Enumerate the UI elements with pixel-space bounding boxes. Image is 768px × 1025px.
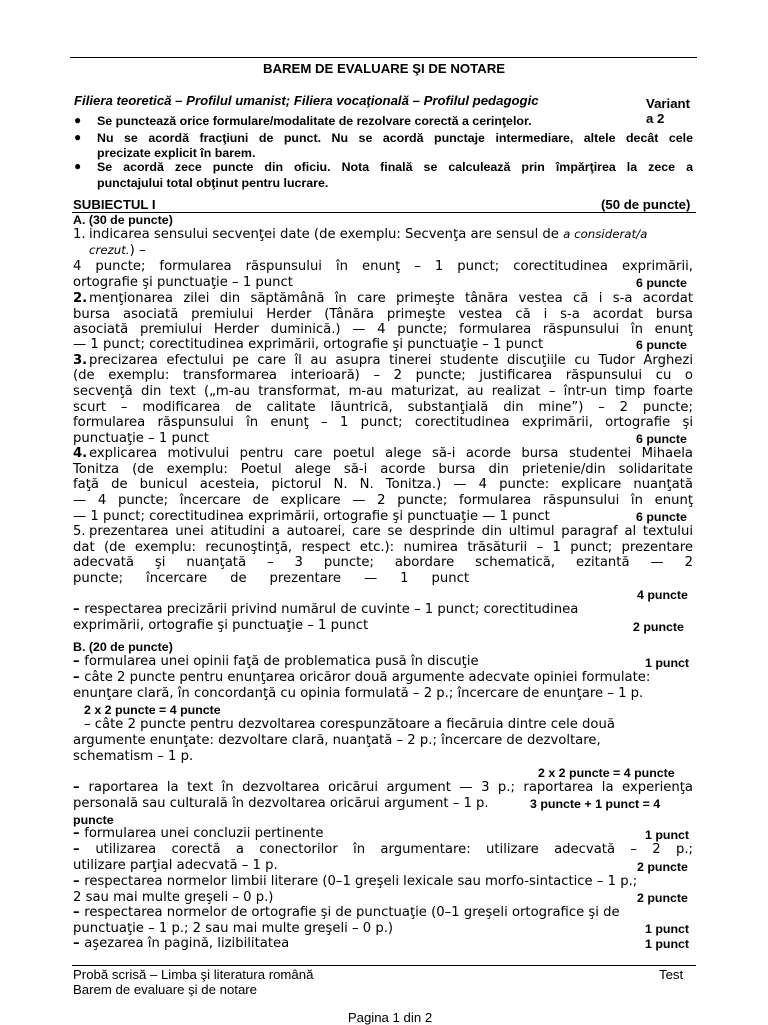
extra-total: 2 puncte [633, 620, 684, 634]
rule-line: Se punctează orice formulare/modalitate de rezolvare corectă a cerinţelor. [97, 114, 532, 128]
criterion-text: – respectarea normelor limbii literare (0–1 greşeli lexicale sau morfo-sintactice – 1 p.; [73, 874, 638, 889]
item-text: 4 puncte; formularea răspunsului în enunţ – 1 punct; corectitudinea exprimării, [73, 259, 693, 274]
item-text: scurt – modificarea de calitate lăuntrică, substanţială din mine”) – 2 puncte; [73, 400, 693, 415]
criterion-points: 2 x 2 puncte = 4 puncte [538, 766, 675, 780]
criterion-points: 1 punct [645, 937, 690, 951]
item-total: 6 puncte [636, 276, 687, 290]
item-total: 6 puncte [636, 338, 687, 352]
rule-line: Nu se acordă fracţiuni de punct. Nu se acordă punctaje intermediare, altele decât cele [97, 131, 693, 145]
bullet-icon: ● [74, 130, 82, 144]
item-text [89, 243, 146, 258]
criterion-text-part: raportarea la text în dezvoltarea oricărui argument — 3 p.; raportarea la experienţa [88, 780, 694, 795]
item-text: formularea răspunsului în enunţ – 1 punct; corectitudinea exprimării, ortografie şi [73, 415, 693, 430]
rule-line: Se acordă zece puncte din oficiu. Nota finală se calculează prin împărţirea la zece a [97, 160, 693, 174]
item-text: puncte; încercare de prezentare — 1 punct [73, 571, 469, 586]
item-text: prezentarea unei atitudini a autoarei, care se desprinde din ultimul paragraf al textului [89, 524, 693, 539]
extra-text: – respectarea precizării privind numărul de cuvinte – 1 punct; corectitudinea [73, 602, 579, 617]
criterion-text: – câte 2 puncte pentru dezvoltarea corespunzătoare a fiecăruia dintre cele două [84, 717, 615, 732]
criterion-text: – aşezarea în pagină, lizibilitatea [73, 936, 290, 951]
criterion-text: punctuaţie – 1 p.; 2 sau mai multe greşeli – 0 p.) [73, 921, 394, 936]
criterion-text: 2 sau mai multe greşeli – 0 p.) [73, 890, 274, 905]
rule-line: punctajului total obţinut pentru lucrare. [97, 176, 329, 190]
subiect-points: (50 de puncte) [601, 197, 691, 212]
criterion-text-part: câte 2 puncte pentru dezvoltarea corespunzătoare a fiecăruia dintre cele două [94, 717, 615, 732]
criterion-text: – respectarea normelor de ortografie şi de punctuaţie (0–1 greşeli ortografice şi de [73, 905, 620, 920]
item-text: ortografie şi punctuaţie – 1 punct [73, 275, 293, 290]
item-total: 4 puncte [637, 588, 688, 602]
item-text: explicarea motivului pentru care poetul alege să-i acorde bursa studentei Mihaela [89, 446, 693, 461]
criterion-text-part: utilizarea corectă a conectorilor în argumentare: utilizare adecvată – 2 p.; [95, 842, 693, 857]
criterion-points: 3 puncte + 1 punct = 4 [530, 797, 661, 811]
bullet-icon: ● [74, 113, 82, 127]
item-text: faţă de bunicul acesteia, pictorul N. N. Tonitza.) — 4 puncte: explicare nuanţată [73, 477, 693, 492]
rule-line: precizate explicit în barem. [97, 146, 256, 160]
footer-test: Test [659, 967, 684, 982]
criterion-text: – utilizarea corectă a conectorilor în argumentare: utilizare adecvată – 2 p.; [73, 842, 693, 857]
item-total: 6 puncte [636, 432, 687, 446]
item-number: 2. [73, 291, 88, 306]
criterion-points: puncte [73, 813, 114, 827]
item-number: 4. [73, 446, 88, 461]
item-italic-part: a considerat/a [563, 227, 648, 241]
criterion-points: 2 puncte [637, 860, 688, 874]
criterion-text-part: respectarea normelor de ortografie şi de punctuaţie (0–1 greşeli ortografice şi de [84, 905, 620, 920]
item-text: — 1 punct; corectitudinea exprimării, ortografie şi punctuaţie — 1 punct [73, 509, 550, 524]
bullet-icon: ● [74, 159, 82, 173]
item-text: Tonitza (de exemplu: Poetul alege să-i acorde bursa din prietenie/din solidaritate [73, 462, 693, 477]
item-number: 5. [73, 524, 86, 539]
criterion-text: – formularea unei opinii faţă de problematica pusă în discuţie [73, 654, 479, 669]
criterion-points: 2 puncte [637, 891, 688, 905]
item-text-part: ) – [129, 243, 146, 258]
criterion-text-part: formularea unei opinii faţă de problematica pusă în discuţie [84, 654, 479, 669]
criterion-text-part: respectarea normelor limbii literare (0–1 greşeli lexicale sau morfo-sintactice – 1 p.; [84, 874, 638, 889]
item-text: asociată premiului Herder duminică.) — 4 puncte; formularea răspunsului în enunţ [73, 322, 693, 337]
item-text: (de exemplu: transformarea interioară) – 2 puncte; justificarea răspunsului cu o [73, 368, 693, 383]
item-number: 3. [73, 353, 88, 368]
criterion-text: personală sau culturală în dezvoltarea oricărui argument – 1 p. [73, 796, 489, 811]
extra-text: exprimării, ortografie şi punctuaţie – 1 punct [73, 618, 369, 633]
item-text: precizarea efectului pe care îl au asupra tinerei studente discuţiile cu Tudor Arghezi [89, 353, 693, 368]
criterion-points: 2 x 2 puncte = 4 puncte [84, 703, 221, 717]
item-number: 1. [73, 227, 86, 242]
filiera-line: Filiera teoretică – Profilul umanist; Filiera vocaţională – Profilul pedagogic [74, 93, 539, 108]
criterion-text: – câte 2 puncte pentru enunţarea oricăror două argumente adecvate opiniei formulate: [73, 670, 651, 685]
section-a-heading: A. (30 de puncte) [73, 213, 173, 227]
criterion-text-part: aşezarea în pagină, lizibilitatea [84, 936, 290, 951]
criterion-points: 1 punct [645, 656, 690, 670]
item-text: bursa asociată premiului Herder (Tânăra primeşte vestea că i s-a acordat bursa [73, 307, 693, 322]
item-text: — 4 puncte; încercare de explicare — 2 puncte; formularea răspunsului în enunţ [73, 493, 693, 508]
item-total: 6 puncte [636, 510, 687, 524]
criterion-text: schematism – 1 p. [73, 749, 194, 764]
footer-rule [72, 965, 696, 966]
criterion-text: argumente enunţate: dezvoltare clară, nuanţată – 2 p.; încercare de dezvoltare, [73, 733, 601, 748]
criterion-text: – raportarea la text în dezvoltarea oricărui argument — 3 p.; raportarea la experienţa [73, 780, 694, 795]
criterion-text: – formularea unei concluzii pertinente [73, 826, 324, 841]
top-rule [70, 57, 697, 58]
item-text: adecvată şi nuanţată – 3 puncte; abordare schematică, ezitantă — 2 [73, 555, 693, 570]
item-text: dat (de exemplu: recunoştinţă, respect etc.): numirea trăsăturii – 1 punct; prezentare [73, 540, 693, 555]
item-text: secvenţă din text („m-au transformat, m-au maturizat, au realizat – într-un timp foarte [73, 384, 693, 399]
footer-exam: Probă scrisă – Limba şi literatura română [73, 967, 314, 982]
criterion-text-part: câte 2 puncte pentru enunţarea oricăror două argumente adecvate opiniei formulate: [84, 670, 651, 685]
criterion-text: enunţare clară, în concordanţă cu opinia formulată – 2 p.; încercare de enunţare – 1 p. [73, 686, 644, 701]
section-b-heading: B. (20 de puncte) [73, 640, 173, 654]
footer-doc: Barem de evaluare şi de notare [73, 982, 258, 997]
criterion-points: 1 punct [645, 828, 690, 842]
extra-text-part: respectarea precizării privind numărul de cuvinte – 1 punct; corectitudinea [84, 602, 579, 617]
item-italic-part: crezut. [89, 243, 130, 257]
page-number: Pagina 1 din 2 [347, 1010, 433, 1025]
varianta-label-2: a 2 [646, 111, 665, 126]
page-title: BAREM DE EVALUARE ŞI DE NOTARE [262, 61, 506, 76]
varianta-label-1: Variant [646, 96, 690, 111]
item-text [89, 227, 647, 242]
criterion-text-part: formularea unei concluzii pertinente [84, 826, 324, 841]
item-text-part: indicarea sensului secvenţei date (de exemplu: Secvenţa are sensul de [89, 227, 559, 242]
item-text: — 1 punct; corectitudinea exprimării, ortografie şi punctuaţie – 1 punct [73, 337, 544, 352]
item-text: punctuaţie – 1 punct [73, 431, 209, 446]
criterion-points: 1 punct [645, 922, 690, 936]
subiect-title: SUBIECTUL I [73, 197, 156, 212]
criterion-text: utilizare parţial adecvată – 1 p. [73, 858, 278, 873]
item-text: menţionarea zilei din săptămână în care primeşte tânăra vestea că i s-a acordat [89, 291, 693, 306]
